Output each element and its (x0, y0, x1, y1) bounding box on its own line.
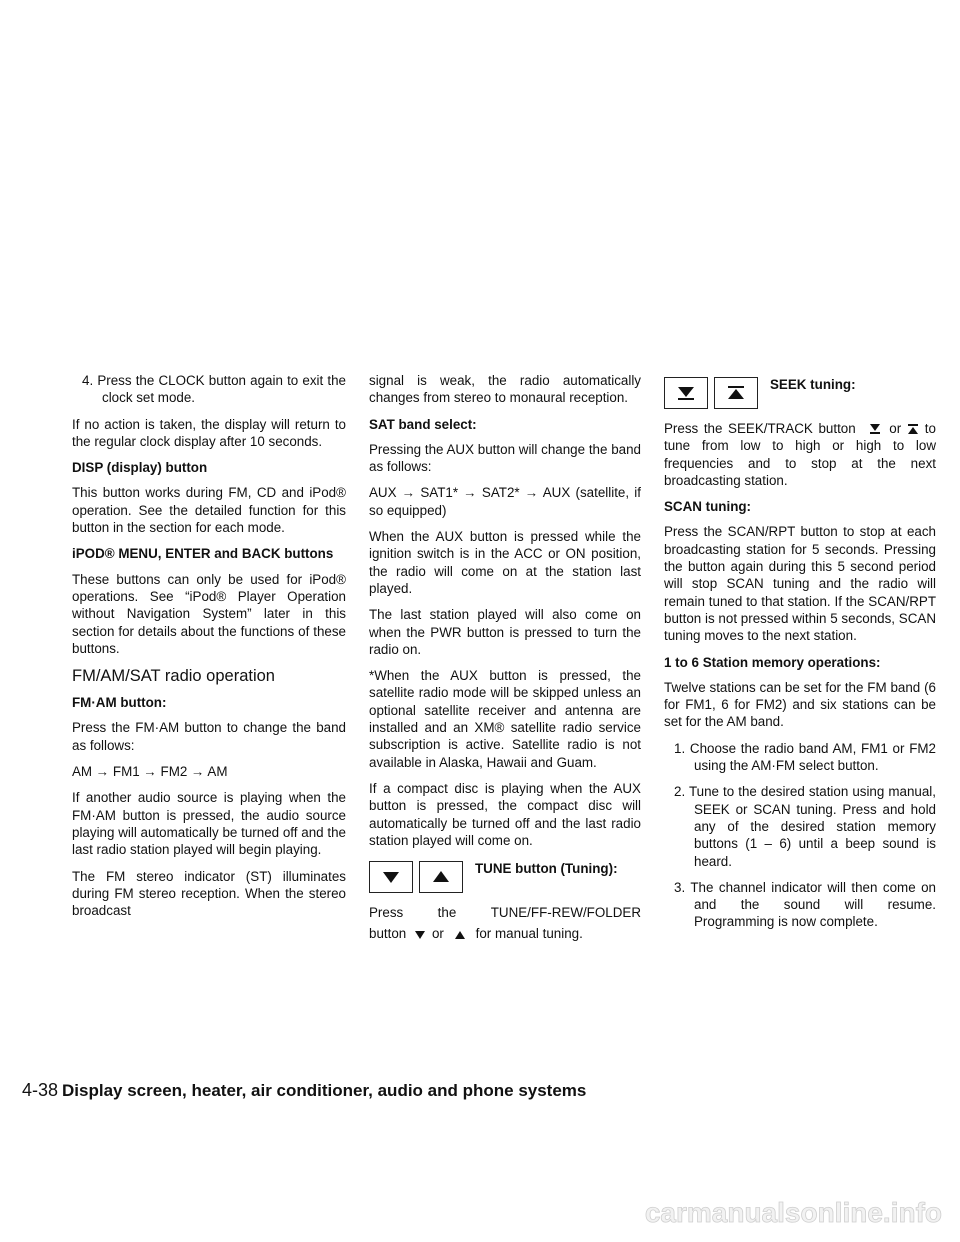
step-4: 4. Press the CLOCK button again to exit the clock set mode. (82, 373, 346, 406)
tune-line-2 (369, 925, 641, 942)
paragraph-aux-cycle: AUX → SAT1* → SAT2* → AUX (satellite, if so equipped) (369, 485, 641, 518)
paragraph-satellite-note: *When the AUX button is pressed, the satellite radio mode will be skipped unless an optional satellite receiver and antenna are installed and an XM® satellite radio service subscription is active. Satellite radio is not available in Alaska, Hawaii and Guam. (369, 668, 641, 770)
word-press: Press (369, 905, 404, 921)
seek-up-icon (907, 423, 919, 435)
page-footer (22, 1080, 586, 1101)
heading-station-memory: 1 to 6 Station memory operations: (664, 654, 881, 670)
paragraph-seek (664, 420, 936, 489)
paragraph-compact-disc: If a compact disc is playing when the AUX button is pressed, the compact disc will automatically be turned off and the last radio station played will come on. (369, 780, 641, 848)
heading-ipod-buttons: iPOD® MENU, ENTER and BACK buttons (72, 546, 334, 562)
seek-word-or: or (889, 421, 902, 436)
heading-tune-button: TUNE button (Tuning): (475, 861, 618, 877)
memory-step-2: 2. Tune to the desired station using manual, SEEK or SCAN tuning. Press and hold any of the desired station memory buttons (1 – 6) until a beep sound is heard. (674, 784, 936, 869)
column-2 (369, 372, 641, 952)
paragraph-weak-signal: signal is weak, the radio automatically changes from stereo to monaural reception. (369, 373, 641, 406)
paragraph-scan: Press the SCAN/RPT button to stop at each broadcasting station for 5 seconds. Pressing the button again during this 5 second period will stop SCAN tuning and the radio will remain tuned to that station. If the SCAN/RPT button is not pressed within 5 seconds, SCAN tuning moves to the next station. (664, 524, 936, 644)
word-tune-ff-rew-folder: TUNE/FF-REW/FOLDER (490, 905, 641, 921)
watermark-text: carmanualsonline.info (644, 1197, 942, 1228)
seek-down-button-icon (664, 377, 708, 409)
paragraph-another-source: If another audio source is playing when the FM·AM button is pressed, the audio source playing will automatically be turned off and the last radio station played will begin playing. (72, 790, 346, 858)
heading-scan-tuning: SCAN tuning: (664, 499, 752, 515)
seek-down-icon (869, 423, 881, 435)
column-3 (664, 372, 936, 940)
seek-up-button-icon (714, 377, 758, 409)
paragraph-memory: Twelve stations can be set for the FM band (6 for FM1, 6 for FM2) and six stations can be set for the AM band. (664, 679, 936, 730)
heading-seek-tuning: SEEK tuning: (770, 377, 856, 392)
tune-down-button-icon (369, 861, 413, 893)
paragraph-ipod: These buttons can only be used for iPod® operations. See “iPod® Player Operation without Navigation System” later in this section for details about the functions of these buttons. (72, 571, 346, 656)
paragraph-fmam: Press the FM·AM button to change the band as follows: (72, 720, 346, 753)
paragraph-disp: This button works during FM, CD and iPod® operation. See the detailed function for this button in the section for each mode. (72, 485, 346, 536)
tune-line-1 (369, 904, 641, 921)
tune-up-button-icon (419, 861, 463, 893)
tune-icon-pair (369, 858, 641, 896)
heading-sat-band: SAT band select: (369, 416, 477, 432)
word-the: the (437, 905, 457, 921)
paragraph-band-cycle: AM → FM1 → FM2 → AM (72, 764, 228, 780)
seek-text-b: to tune from low to high or high to low frequencies and to stop at the next broadcasting station. (664, 421, 936, 488)
paragraph-aux: Pressing the AUX button will change the band as follows: (369, 441, 641, 475)
word-button: button (369, 926, 407, 942)
page-number: 4-38 (22, 1080, 59, 1100)
up-triangle-icon (454, 930, 466, 940)
column-1 (72, 372, 346, 928)
word-or: or (431, 926, 444, 942)
paragraph-no-action: If no action is taken, the display will return to the regular clock display after 10 seconds. (72, 416, 346, 449)
memory-step-3: 3. The channel indicator will then come on and the sound will resume. Programming is now complete. (674, 879, 936, 930)
chapter-title: Display screen, heater, air conditioner, audio and phone systems (62, 1081, 587, 1100)
heading-disp-button: DISP (display) button (72, 460, 208, 476)
seek-text-a: Press the SEEK/TRACK button (664, 421, 856, 436)
seek-icon-pair (664, 374, 936, 412)
paragraph-acc: When the AUX button is pressed while the ignition switch is in the ACC or ON position, the radio will come on at the station last played. (369, 529, 641, 596)
paragraph-stereo: The FM stereo indicator (ST) illuminates during FM stereo reception. When the stereo broadcast (72, 868, 346, 919)
heading-fmam-button: FM·AM button: (72, 695, 167, 711)
memory-step-1: 1. Choose the radio band AM, FM1 or FM2 using the AM·FM select button. (674, 740, 936, 774)
paragraph-last-station: The last station played will also come on when the PWR button is pressed to turn the radio on. (369, 607, 641, 657)
down-triangle-icon (414, 930, 426, 940)
section-title-radio: FM/AM/SAT radio operation (72, 667, 275, 686)
watermark (620, 1192, 944, 1232)
text-manual-tuning: for manual tuning. (475, 926, 583, 942)
